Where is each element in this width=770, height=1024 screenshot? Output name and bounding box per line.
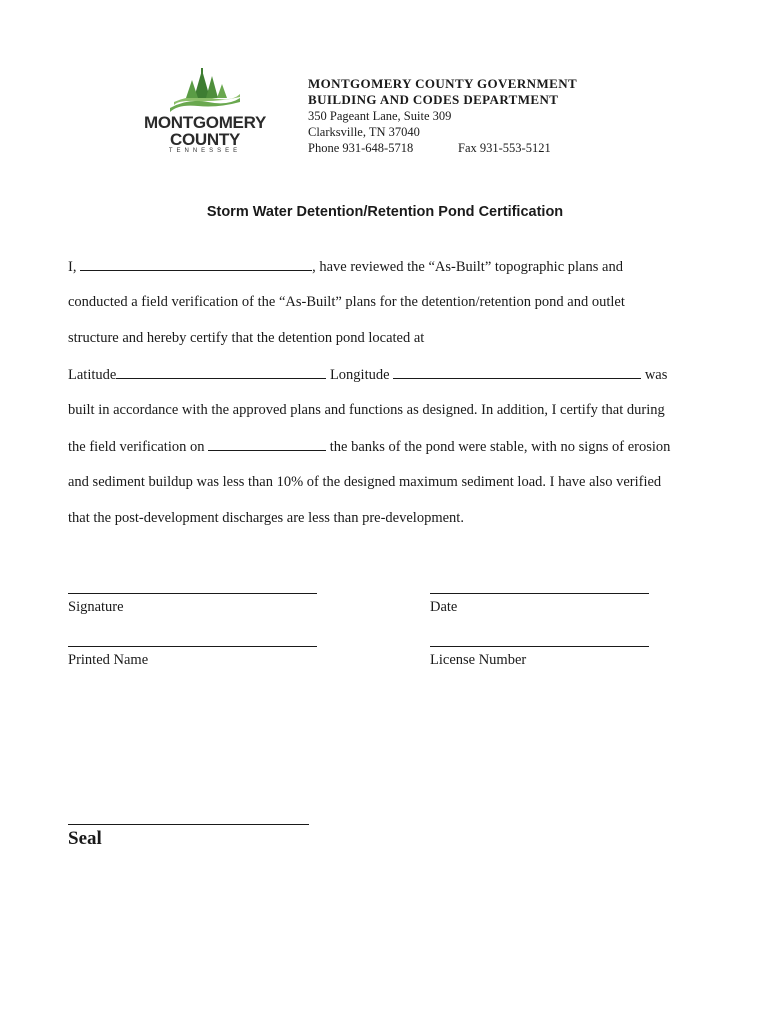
seal-label: Seal <box>68 828 102 849</box>
date-line[interactable] <box>430 593 649 594</box>
logo-name-line2: COUNTY <box>170 130 240 149</box>
org-line2: BUILDING AND CODES DEPARTMENT <box>308 92 559 107</box>
latitude-label: Latitude <box>68 367 117 383</box>
body-line3: structure and hereby certify that the detention pond located at <box>68 330 425 346</box>
printed-name-label: Printed Name <box>68 652 149 668</box>
seal-line[interactable] <box>68 824 309 825</box>
address-line1: 350 Pageant Lane, Suite 309 <box>308 109 452 123</box>
trees-logo-icon <box>168 68 242 112</box>
body-line1 <box>68 258 623 276</box>
body-line4 <box>68 366 667 384</box>
latitude-blank[interactable] <box>116 366 326 379</box>
certifier-name-blank[interactable] <box>80 258 312 271</box>
line1-suffix: , have reviewed the “As-Built” topographic plans and <box>312 259 623 275</box>
signature-line[interactable] <box>68 593 317 594</box>
line6-suffix: the banks of the pond were stable, with no signs of erosion <box>329 439 671 455</box>
logo-state: TENNESSEE <box>168 148 242 154</box>
body-line7: and sediment buildup was less than 10% of the designed maximum sediment load. I have also verified <box>68 474 662 490</box>
license-number-line[interactable] <box>430 646 649 647</box>
page-title: Storm Water Detention/Retention Pond Certification <box>206 204 564 220</box>
body-line6 <box>68 438 670 456</box>
org-line1: MONTGOMERY COUNTY GOVERNMENT <box>308 76 578 91</box>
printed-name-line[interactable] <box>68 646 317 647</box>
line6-prefix: the field verification on <box>68 439 205 455</box>
longitude-label: Longitude <box>329 367 390 383</box>
body-line8: that the post-development discharges are less than pre-development. <box>68 510 464 526</box>
date-label: Date <box>430 599 458 615</box>
body-line2: conducted a field verification of the “As-Built” plans for the detention/retention pond and outlet <box>68 294 625 310</box>
fax-number: Fax 931-553-5121 <box>458 141 551 155</box>
body-line5: built in accordance with the approved plans and functions as designed. In addition, I certify that during <box>68 402 665 418</box>
line1-prefix: I, <box>68 259 77 275</box>
license-number-label: License Number <box>430 652 527 668</box>
signature-label: Signature <box>68 599 124 615</box>
logo-name-line1: MONTGOMERY <box>144 113 266 132</box>
was-label: was <box>644 367 668 383</box>
phone-number: Phone 931-648-5718 <box>308 141 414 155</box>
longitude-blank[interactable] <box>393 366 641 379</box>
county-logo <box>140 68 270 160</box>
address-line2: Clarksville, TN 37040 <box>308 125 420 139</box>
verification-date-blank[interactable] <box>208 438 326 451</box>
